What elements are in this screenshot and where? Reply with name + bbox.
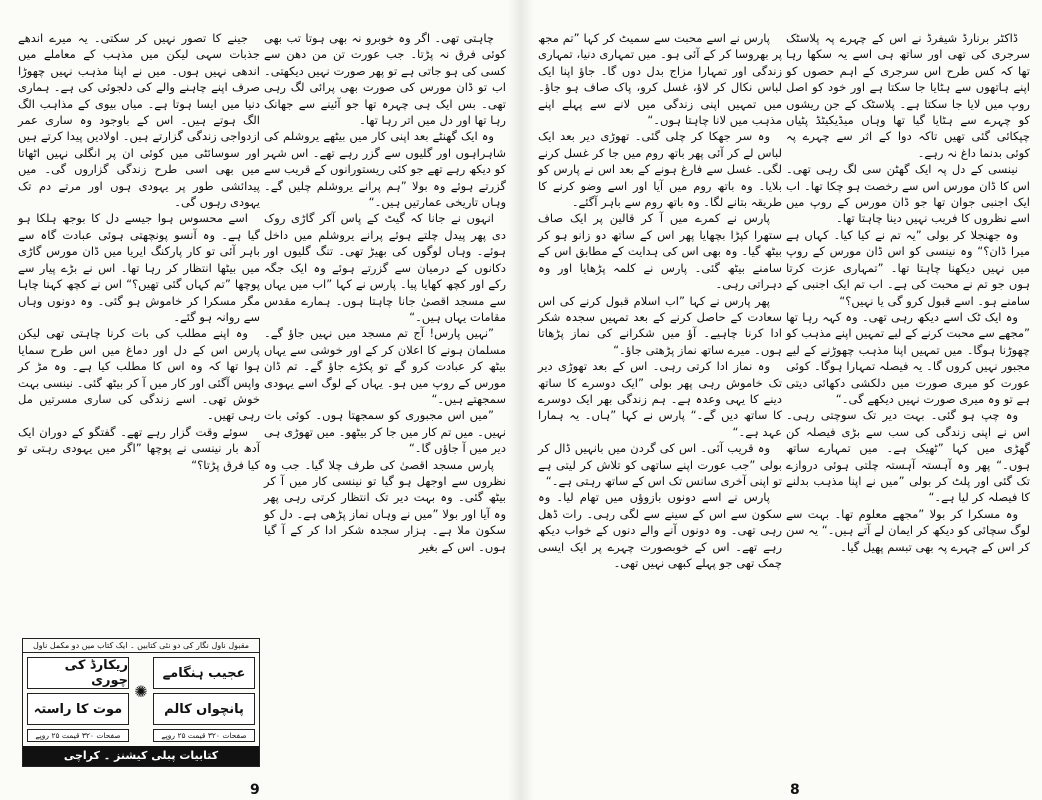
page9-right-column (264, 30, 506, 555)
paragraph: وہ اپنے مطلب کی بات کرنا چاہتی تھی لیکن پارس اس کے دل اور دماغ میں اس طرح سمایا ہوا تھا کہ وہ اس کا مطلب کیا ہے۔ وہ مڑ کر واپس آگئی اور کار میں آ کر بیٹھ گئی۔ نینسی بہت خوش تھی۔ اسے زندگی کی ساری مسرتیں مل رہی تھیں۔ (18, 326, 260, 423)
paragraph: چاہتی تھی۔ اگر وہ خوبرو نہ بھی ہوتا تب بھی کوئی فرق نہ پڑتا۔ جب عورت تن من دھن سے کسی کی ہو جاتی ہے تو پھر صورت نہیں دیکھتی۔ اب تو ڈان مورس کی صورت بھی پرائی لگ رہی تھی۔ بس ایک ہی چہرہ تھا جو آئینے سے جھانک رہا تھا اور دل میں اتر رہا تھا۔ (264, 31, 506, 128)
paragraph: اسے محسوس ہوا جیسے دل کا بوجھ ہلکا ہو گیا ہے۔ وہ آنسو پونچھتی ہوئی عبادت گاہ سے باہر آئی تو کار پارکنگ ایریا میں ڈان مورس گاڑی میں بیٹھا انتظار کر رہا تھا۔ اس نے بڑے پیار سے پوچھا ”تم کہاں گئی تھیں؟“ اس نے کچھ کہنا چاہا مگر مسکرا کر خاموش ہو گئی۔ وہ دونوں وہاں سے روانہ ہو گئے۔ (18, 211, 260, 324)
paragraph: وہ مسکرا کر بولا ”مجھے معلوم تھا۔ بہت سے لوگ سچائی کو دیکھ کر ایمان لے آتے ہیں۔“ یہ سن کر اس کے چہرے پہ بھی تبسم پھیل گیا۔ (786, 506, 1030, 554)
ad-header: مقبول ناول نگار کی دو نئی کتابیں ۔ ایک کتاب میں دو مکمل ناول (23, 639, 259, 653)
page8-left-column (538, 30, 782, 571)
paragraph: وہ چپ ہو گئی۔ بہت دیر تک سوچتی رہی۔ اس نے اپنی زندگی کی سب سے بڑی فیصلہ کن گھڑی میں کہا ”ٹھیک ہے۔ میں تمہارے ساتھ ہوں۔“ پھر وہ آہستہ آہستہ چلتی ہوئی دروازے تک گئی اور پلٹ کر بولی ”میں نے اپنا مذہب بدلنے کا فیصلہ کر لیا ہے۔“ (786, 408, 1030, 505)
paragraph: وہ قریب آئی۔ اس کی گردن میں بانہیں ڈال کر بولی ”جب عورت اپنے ساتھی کو تلاش کر لیتی ہے تو اپنی آخری سانس تک اس کے ساتھ رہتی ہے۔“ (538, 441, 782, 488)
paragraph: ڈاکٹر برنارڈ شیفرڈ نے اس کے چہرے پہ پلاسٹک سرجری کی تھی اور ساتھ ہی اسے یہ سکھا رہا تھا کہ کس طرح اس سرجری کے اہم حصوں کو اپنے ہاتھوں سے ہٹایا جا سکتا ہے اور خود کو اصل روپ میں لایا جا سکتا ہے۔ پلاسٹک کے جن ریشوں کو چہرے سے ہٹایا گیا تھا وہاں میڈیکیٹڈ پٹیاں چپکائی گئی تھیں تاکہ دوا کے اثر سے چہرے پہ کوئی بدنما داغ نہ رہے۔ (786, 31, 1030, 160)
page9-left-column (18, 30, 260, 473)
page-number-right: 8 (790, 782, 800, 798)
paragraph: سوئے وقت گزار رہے تھے۔ گفتگو کے دوران ایک آدھ بار نینسی نے پوچھا ”اگر میں یہودی رہتی تو کیا فرق پڑتا؟“ (18, 424, 260, 472)
paragraph: پھر پارس نے کہا ”اب اسلام قبول کرنے کی اس سعادت کے حاصل کرنے کے بعد تمہیں سجدہ شکر ادا کرنا چاہیے۔ آؤ میں شکرانے کی نماز پڑھاتا ہوں۔ میرے ساتھ نماز پڑھتی جاؤ۔“ (538, 293, 782, 357)
sun-ornament-icon: ✺ (134, 681, 148, 701)
book-title: عجیب ہنگامے (153, 657, 255, 689)
book-title: موت کا راستہ (27, 693, 129, 725)
book-gutter (508, 0, 534, 800)
book-advertisement (22, 638, 260, 767)
publisher-banner: کتابیات پبلی کیشنز ۔ کراچی (23, 746, 259, 766)
paragraph: نینسی کے دل پہ ایک گھٹن سی لگ رہی تھی۔ اس کا ڈان مورس اس سے رخصت ہو چکا تھا۔ اب ایک اجنبی جوان تھا جو ڈان مورس کے روپ میں اسے نظروں کا فریب نہیں دینا چاہتا تھا۔ (786, 162, 1030, 226)
paragraph: وہ جھنجلا کر بولی ”یہ تم نے کیا کیا۔ کہاں ہے میرا ڈان؟“ وہ نینسی کو اس ڈان مورس کے روپ میں نہیں دیکھنا چاہتا تھا۔ ”تمہاری عزت کرتا ہوں جو تم نے محبت کی ہے۔ اب تم ایک اجنبی کے سامنے ہو۔ اسے قبول کرو گی یا نہیں؟“ (786, 227, 1030, 308)
paragraph: وہ نماز ادا کرتی رہی۔ اس کے بعد تھوڑی دیر تک خاموش رہی پھر بولی ”ایک دوسرے کا ساتھ دینے کا یہی وعدہ ہے۔ ہم زندگی بھر ایک دوسرے کا ساتھ دیں گے۔“ پارس نے کہا ”ہاں۔ یہ ہمارا عہد ہے۔“ (538, 359, 782, 439)
paragraph: جینے کا تصور نہیں کر سکتی۔ یہ میرے اندھے جذبات سہی لیکن میں مذہب کے معاملے میں اندھی نہیں ہوں۔ میں نے اپنا مذہب نہیں چھوڑا صرف اپنے چاہنے والے کی دلجوئی کی ہے۔ ہماری دنیا میں ایسا ہوتا ہے۔ میاں بیوی کے مذاہب الگ الگ ہوتے ہیں۔ اس کے باوجود وہ ساری عمر ازدواجی زندگی گزارتے ہیں۔ اولادیں پیدا کرتے ہیں اور سوسائٹی میں کوئی ان پر انگلی نہیں اٹھاتا میں بھی اسی طرح زندگی گزاروں گی۔ میں پیدائشی طور پر یہودی ہوں اور مرتے دم تک یہودی رہوں گی۔ (18, 31, 260, 210)
book-price: صفحات ۳۲۰ قیمت ۲۵ روپے (153, 729, 255, 742)
paragraph: انہوں نے جانا کہ گیٹ کے پاس آکر گاڑی روک دی پھر پیدل چلتے ہوئے پرانے یروشلم میں داخل ہوئے۔ وہاں لوگوں کی بھیڑ تھی۔ تنگ گلیوں اور دکانوں کے درمیان سے گزرتے ہوئے وہ ایک جگہ رکے اور کچھ کھایا پیا۔ پارس نے کہا ”اب میں یہاں سے مسجد اقصیٰ جانا چاہتا ہوں۔ ہمارے مقدس مقامات یہاں ہیں۔“ (264, 211, 506, 324)
paragraph: پارس نے کمرے میں آ کر قالین پر ایک صاف ستھرا کپڑا بچھایا پھر اس کے ساتھ دو زانو ہو کر بیٹھ گیا۔ وہ بھی اس کی ہدایت کے مطابق اس کے سامنے بیٹھ گئی۔ پارس نے کلمہ پڑھایا اور وہ دہراتی رہی۔ (538, 211, 782, 292)
book-title: ریکارڈ کی چوری (27, 657, 129, 689)
paragraph: وہ ایک گھنٹے بعد اپنی کار میں بیٹھے یروشلم کی شاہراہوں اور گلیوں سے گزر رہے تھے۔ اس شہر کو دیکھ رہے تھے جو کئی ریستورانوں کے قریب سے گزرتے ہوئے وہ بولا ”ہم پرانے یروشلم چلیں گے۔ وہاں تاریخی عمارتیں ہیں۔“ (264, 129, 506, 210)
paragraph: ”میں اس مجبوری کو سمجھتا ہوں۔ کوئی بات نہیں۔ میں تم کار میں جا کر بیٹھو۔ میں تھوڑی ہی دیر میں آ جاؤں گا۔“ (264, 408, 506, 456)
book-price: صفحات ۳۲۰ قیمت ۲۵ روپے (27, 729, 129, 742)
paragraph: پارس نے اسے دونوں بازوؤں میں تھام لیا۔ وہ سکون سے اس کے سینے سے لگی رہی۔ رات ڈھل رہی تھی۔ وہ دونوں آنے والے دنوں کے خواب دیکھ رہے تھے۔ اس کے خوبصورت چہرے پر ایک ایسی چمک تھی جو پہلے کبھی نہیں تھی۔ (538, 490, 782, 570)
paragraph: ”نہیں پارس! آج تم مسجد میں نہیں جاؤ گے۔ مسلمان ہونے کا اعلان کر کے اور خوشی سے یہاں بیٹھ کر عبادت کرو گے تو پکڑے جاؤ گے۔ تم ڈان مورس کے روپ میں ہو۔ یہاں کے لوگ اسے یہودی سمجھتے ہیں۔“ (264, 326, 506, 406)
paragraph: پارس نے اسے محبت سے سمیٹ کر کہا ”تم مجھ پر بھروسا کر کے آئی ہو۔ میں تمہاری دنیا، تمہاری زندگی اور تمہارا مزاج بدل دوں گا۔ جاؤ اپنا ایک لباس نکال کر لاؤ، غسل کرو، پاک صاف ہو جاؤ۔ میں تمہیں اپنی زندگی میں لانے سے پہلے اپنے مذہب میں لانا چاہتا ہوں۔“ (538, 31, 782, 128)
book-title: پانچواں کالم (153, 693, 255, 725)
page-number-left: 9 (250, 782, 260, 798)
paragraph: پارس مسجد اقصیٰ کی طرف چلا گیا۔ جب وہ نظروں سے اوجھل ہو گیا تو نینسی کار میں آ کر بیٹھ گئی۔ وہ بہت دیر تک انتظار کرتی رہی پھر وہ آیا اور بولا ”میں نے وہاں نماز پڑھی ہے۔ دل کو سکون ملا ہے۔ ہزار سجدہ شکر ادا کر کے آ گیا ہوں۔ اس کے بغیر (264, 457, 506, 554)
paragraph: وہ ایک ٹک اسے دیکھ رہی تھی۔ وہ کہہ رہا تھا ”مجھے سے محبت کرنے کے لیے تمہیں اپنے مذہب کو چھوڑنا ہوگا۔ میں تمہیں اپنا مذہب چھوڑنے کے لیے مجبور نہیں کروں گا۔ یہ فیصلہ تمہارا ہوگا۔ کوئی عورت کو میری صورت میں دلکشی دکھائی دیتی ہے تو وہ میری صورت نہیں دیکھے گی۔“ (786, 309, 1030, 406)
paragraph: وہ سر جھکا کر چلی گئی۔ تھوڑی دیر بعد ایک لباس لے کر آئی پھر باتھ روم میں جا کر غسل کرنے لگی۔ غسل سے فارغ ہونے کے بعد اس نے پارس کو بلایا۔ وہ باتھ روم میں آیا اور اسے وضو کرنے کا طریقہ بتانے لگا۔ وہ باتھ روم سے باہر آگئے۔ (538, 129, 782, 210)
page8-right-column (786, 30, 1030, 555)
